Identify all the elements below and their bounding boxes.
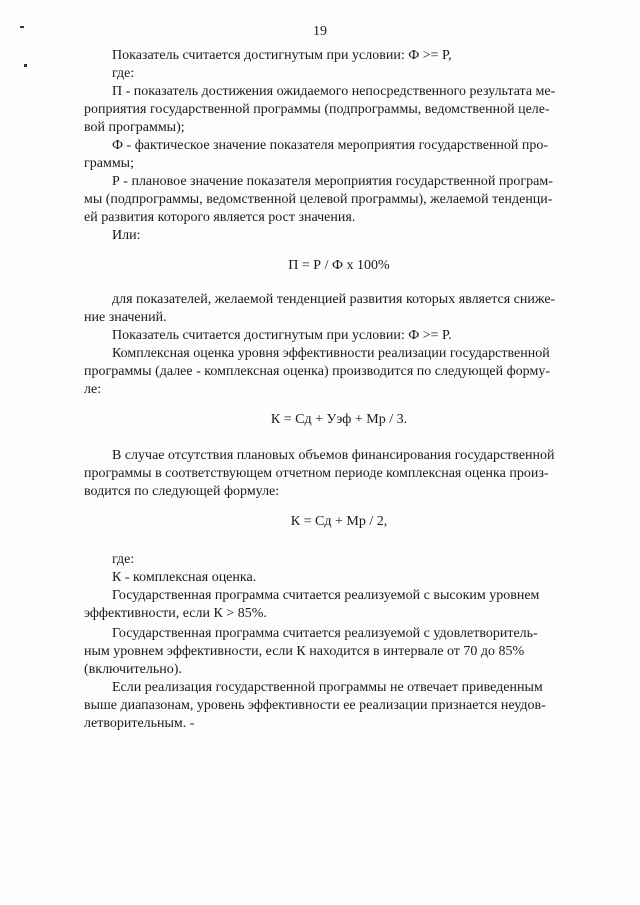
text-line: выше диапазонам, уровень эффективности ее реализации признается неудов- xyxy=(84,698,546,713)
text-line: Государственная программа считается реализуемой с удовлетворитель- xyxy=(112,626,538,641)
text-line: вой программы); xyxy=(84,120,185,135)
text-line: Государственная программа считается реализуемой с высоким уровнем xyxy=(112,588,540,603)
text-line: программы (далее - комплексная оценка) производится по следующей форму- xyxy=(84,364,550,379)
text-line: летворительным. - xyxy=(84,716,195,731)
text-line: Если реализация государственной программы не отвечает приведенным xyxy=(112,680,543,695)
page-number: 19 xyxy=(313,24,327,39)
text-line: Комплексная оценка уровня эффективности реализации государственной xyxy=(112,346,550,361)
text-line: Ф - фактическое значение показателя мероприятия государственной про- xyxy=(112,138,549,153)
scan-mark xyxy=(20,26,24,28)
text-line: мы (подпрограммы, ведомственной целевой программы), желаемой тенденци- xyxy=(84,192,553,207)
text-line: П - показатель достижения ожидаемого непосредственного результата ме- xyxy=(112,84,556,99)
formula: К = Сд + Мр / 2, xyxy=(290,514,388,529)
text-line: (включительно). xyxy=(84,662,182,677)
text-line: В случае отсутствия плановых объемов финансирования государственной xyxy=(112,448,555,463)
text-line: водится по следующей формуле: xyxy=(84,484,280,499)
text-line: программы в соответствующем отчетном периоде комплексная оценка произ- xyxy=(84,466,549,481)
text-line: Показатель считается достигнутым при условии: Ф >= Р, xyxy=(112,48,452,63)
text-line: для показателей, желаемой тенденцией развития которых является сниже- xyxy=(112,292,556,307)
text-line: граммы; xyxy=(84,156,134,171)
text-line: ле: xyxy=(84,382,102,397)
formula: К = Сд + Уэф + Мр / 3. xyxy=(270,412,408,427)
text-line: Или: xyxy=(112,228,141,243)
text-line: роприятия государственной программы (подпрограммы, ведомственной целе- xyxy=(84,102,550,117)
text-line: где: xyxy=(112,552,135,567)
text-line: ей развития которого является рост значения. xyxy=(84,210,356,225)
scan-mark xyxy=(24,64,27,67)
text-line: Показатель считается достигнутым при условии: Ф >= Р. xyxy=(112,328,452,343)
text-line: ным уровнем эффективности, если К находится в интервале от 70 до 85% xyxy=(84,644,525,659)
text-line: Р - плановое значение показателя мероприятия государственной програм- xyxy=(112,174,553,189)
formula: П = Р / Ф х 100% xyxy=(288,258,390,273)
text-line: К - комплексная оценка. xyxy=(112,570,257,585)
text-line: ние значений. xyxy=(84,310,167,325)
text-line: эффективности, если К > 85%. xyxy=(84,606,267,621)
text-line: где: xyxy=(112,66,135,81)
